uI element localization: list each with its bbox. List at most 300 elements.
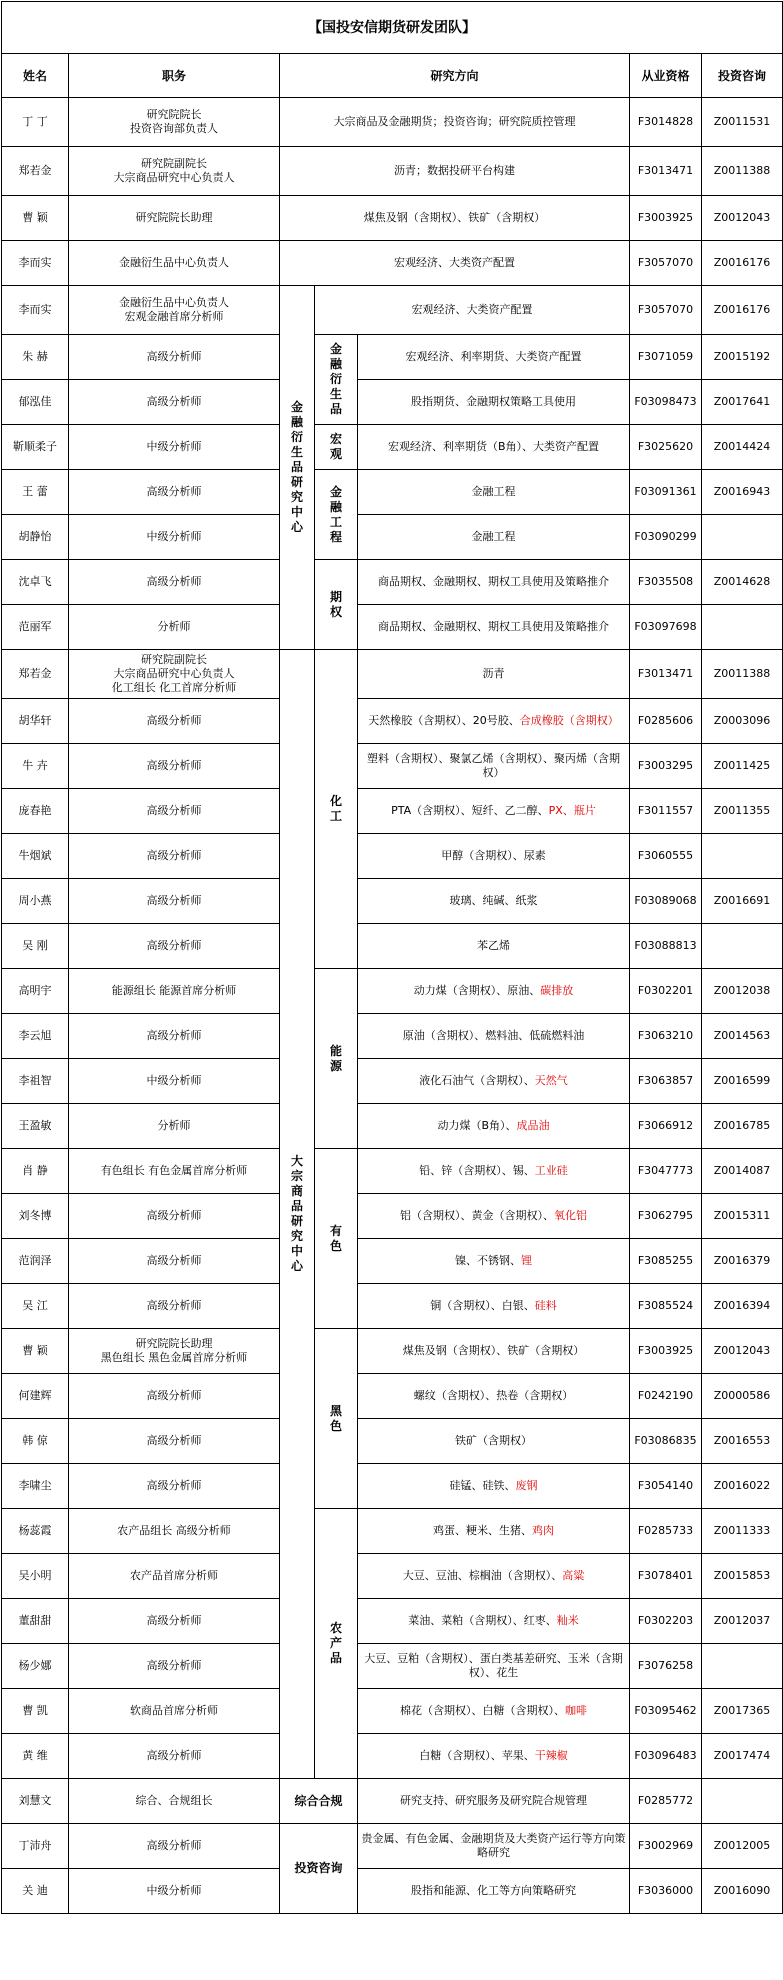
cell-investment: Z0016176: [702, 286, 783, 335]
cell-direction: [358, 1104, 630, 1149]
direction-text: 天然橡胶（含期权）、20号胶、: [368, 714, 520, 727]
cell-direction: [358, 605, 630, 650]
cell-direction: [280, 147, 630, 196]
cell-name: 何建辉: [2, 1374, 69, 1419]
cell-direction: [358, 699, 630, 744]
cell-investment: Z0016394: [702, 1284, 783, 1329]
cell-title: 中级分析师: [69, 1869, 280, 1914]
cell-name: 郑若金: [2, 650, 69, 699]
table-row: [2, 1239, 783, 1284]
subgroup-nongchanpin: 农 产 品: [315, 1509, 358, 1779]
cell-title: 高级分析师: [69, 1644, 280, 1689]
cell-title: 高级分析师: [69, 1194, 280, 1239]
cell-investment: Z0016022: [702, 1464, 783, 1509]
direction-text: 螺纹（含期权）、热卷（含期权）: [413, 1389, 574, 1402]
direction-new: 废钢: [515, 1479, 538, 1492]
cell-qualification: F03086835: [630, 1419, 702, 1464]
cell-name: 关 迪: [2, 1869, 69, 1914]
cell-qualification: F03089068: [630, 879, 702, 924]
table-row: [2, 1014, 783, 1059]
cell-investment: Z0011388: [702, 147, 783, 196]
cell-investment: Z0016090: [702, 1869, 783, 1914]
cell-qualification: F3036000: [630, 1869, 702, 1914]
cell-direction: [358, 924, 630, 969]
cell-direction: [358, 335, 630, 380]
direction-text: 动力煤（含期权）、原油、: [413, 984, 541, 997]
cell-qualification: F03091361: [630, 470, 702, 515]
cell-name: 范丽军: [2, 605, 69, 650]
table-row: [2, 380, 783, 425]
cell-investment: Z0016176: [702, 241, 783, 286]
cell-investment: Z0011531: [702, 98, 783, 147]
direction-text: 商品期权、金融期权、期权工具使用及策略推介: [378, 575, 609, 588]
direction-text: 铜（含期权）、白银、: [430, 1299, 535, 1312]
cell-direction: [358, 1374, 630, 1419]
cell-investment: Z0015192: [702, 335, 783, 380]
cell-title: 高级分析师: [69, 1599, 280, 1644]
cell-title: 高级分析师: [69, 834, 280, 879]
cell-direction: [358, 1779, 630, 1824]
cell-direction: [280, 98, 630, 147]
cell-investment: Z0016599: [702, 1059, 783, 1104]
cell-title: 中级分析师: [69, 1059, 280, 1104]
direction-text: 铅、锌（含期权）、锡、: [419, 1164, 535, 1177]
cell-title: 能源组长 能源首席分析师: [69, 969, 280, 1014]
table-row: [2, 286, 783, 335]
cell-name: 曹 凯: [2, 1689, 69, 1734]
table-row: [2, 1824, 783, 1869]
subgroup-jrgc: 金 融 工 程: [315, 470, 358, 560]
cell-name: 杨少娜: [2, 1644, 69, 1689]
cell-name: 李而实: [2, 286, 69, 335]
direction-new: 天然气: [534, 1074, 568, 1087]
direction-text: 鸡蛋、粳米、生猪、: [433, 1524, 532, 1537]
cell-title: 高级分析师: [69, 924, 280, 969]
direction-text: 金融工程: [471, 530, 516, 543]
table-row: [2, 744, 783, 789]
direction-text: 棉花（含期权）、白糖（含期权）、: [400, 1704, 565, 1717]
cell-investment: Z0011355: [702, 789, 783, 834]
table-row: [2, 879, 783, 924]
direction-new: 高粱: [562, 1569, 585, 1582]
group-commodity-center: 大 宗 商 品 研 究 中 心: [280, 650, 315, 1779]
cell-name: 郑若金: [2, 147, 69, 196]
cell-title: 高级分析师: [69, 1464, 280, 1509]
cell-investment: Z0011425: [702, 744, 783, 789]
cell-qualification: F0285772: [630, 1779, 702, 1824]
cell-direction: [358, 1419, 630, 1464]
table-row: [2, 1374, 783, 1419]
cell-qualification: F3054140: [630, 1464, 702, 1509]
table-title: 【国投安信期货研发团队】: [2, 2, 783, 54]
direction-text: 沥青；数据投研平台构建: [394, 164, 515, 177]
cell-name: 李云旭: [2, 1014, 69, 1059]
cell-investment: Z0017365: [702, 1689, 783, 1734]
cell-title: 中级分析师: [69, 515, 280, 560]
cell-investment: Z0000586: [702, 1374, 783, 1419]
direction-new: 锂: [521, 1254, 532, 1267]
direction-new: PX、瓶片: [548, 804, 596, 817]
cell-qualification: F3003925: [630, 1329, 702, 1374]
cell-direction: [358, 1599, 630, 1644]
direction-text: 煤焦及钢（含期权）、铁矿（含期权）: [363, 211, 546, 224]
cell-qualification: F03097698: [630, 605, 702, 650]
cell-direction: [358, 1014, 630, 1059]
table-row: [2, 98, 783, 147]
cell-title: 高级分析师: [69, 699, 280, 744]
cell-title: 高级分析师: [69, 560, 280, 605]
cell-direction: [358, 425, 630, 470]
cell-qualification: F3076258: [630, 1644, 702, 1689]
subgroup-nengyuan: 能 源: [315, 969, 358, 1149]
cell-direction: [358, 1464, 630, 1509]
direction-text: 宏观经济、大类资产配置: [394, 256, 515, 269]
cell-title: 综合、合规组长: [69, 1779, 280, 1824]
cell-direction: [358, 650, 630, 699]
direction-text: 贵金属、有色金属、金融期货及大类资产运行等方向策略研究: [361, 1832, 626, 1859]
cell-title: 研究院副院长 大宗商品研究中心负责人: [69, 147, 280, 196]
table-row: [2, 789, 783, 834]
table-row: [2, 1284, 783, 1329]
direction-text: 镍、不锈钢、: [455, 1254, 521, 1267]
cell-title: 金融衍生品中心负责人 宏观金融首席分析师: [69, 286, 280, 335]
cell-name: 高明宇: [2, 969, 69, 1014]
cell-qualification: F3078401: [630, 1554, 702, 1599]
table-row: [2, 1329, 783, 1374]
table-row: [2, 1644, 783, 1689]
cell-qualification: F0285606: [630, 699, 702, 744]
table-row: [2, 515, 783, 560]
direction-text: 硅锰、硅铁、: [449, 1479, 516, 1492]
cell-direction: [358, 1509, 630, 1554]
cell-title: 高级分析师: [69, 1239, 280, 1284]
cell-name: 王盈敏: [2, 1104, 69, 1149]
cell-direction: [358, 1689, 630, 1734]
cell-title: 高级分析师: [69, 1374, 280, 1419]
cell-qualification: F3085255: [630, 1239, 702, 1284]
direction-new: 氧化铝: [554, 1209, 587, 1222]
direction-text: 大宗商品及金融期货；投资咨询；研究院质控管理: [333, 115, 576, 128]
table-row: [2, 834, 783, 879]
direction-new: 干辣椒: [534, 1749, 568, 1762]
cell-title: 中级分析师: [69, 425, 280, 470]
subgroup-heise: 黑 色: [315, 1329, 358, 1509]
cell-name: 曹 颖: [2, 196, 69, 241]
cell-investment: Z0014424: [702, 425, 783, 470]
table-row: [2, 1194, 783, 1239]
group-finance-center: 金 融 衍 生 品 研 究 中 心: [280, 286, 315, 650]
cell-investment: Z0012038: [702, 969, 783, 1014]
cell-qualification: F3013471: [630, 650, 702, 699]
cell-investment: Z0011333: [702, 1509, 783, 1554]
direction-new: 碳排放: [540, 984, 574, 997]
cell-name: 吴 江: [2, 1284, 69, 1329]
direction-text: 甲醇（含期权）、尿素: [441, 849, 546, 862]
cell-direction: [358, 1194, 630, 1239]
group-touzi: 投资咨询: [280, 1824, 358, 1914]
cell-title: 高级分析师: [69, 470, 280, 515]
header-title: 职务: [69, 54, 280, 98]
cell-direction: [358, 879, 630, 924]
cell-investment: Z0012037: [702, 1599, 783, 1644]
cell-qualification: F0302203: [630, 1599, 702, 1644]
cell-title: 高级分析师: [69, 744, 280, 789]
cell-investment: [702, 834, 783, 879]
table-row: [2, 1779, 783, 1824]
cell-investment: [702, 924, 783, 969]
cell-direction: [358, 380, 630, 425]
cell-investment: Z0016943: [702, 470, 783, 515]
cell-name: 朱 赫: [2, 335, 69, 380]
cell-title: 高级分析师: [69, 380, 280, 425]
subgroup-jrysp: 金 融 衍 生 品: [315, 335, 358, 425]
cell-investment: [702, 515, 783, 560]
table-row: [2, 1734, 783, 1779]
cell-direction: [358, 969, 630, 1014]
table-row: [2, 1149, 783, 1194]
cell-title: 研究院院长助理 黑色组长 黑色金属首席分析师: [69, 1329, 280, 1374]
cell-qualification: F3025620: [630, 425, 702, 470]
cell-qualification: F3063857: [630, 1059, 702, 1104]
cell-name: 王 蕾: [2, 470, 69, 515]
cell-name: 牛烟斌: [2, 834, 69, 879]
cell-investment: Z0014563: [702, 1014, 783, 1059]
table-row: [2, 1869, 783, 1914]
table-row: [2, 560, 783, 605]
cell-name: 李祖智: [2, 1059, 69, 1104]
direction-text: 大豆、豆油、棕榈油（含期权）、: [402, 1569, 563, 1582]
table-row: [2, 699, 783, 744]
header-name: 姓名: [2, 54, 69, 98]
direction-text: 大豆、豆粕（含期权）、蛋白类基差研究、玉米（含期权）、花生: [364, 1652, 623, 1679]
cell-name: 沈卓飞: [2, 560, 69, 605]
table-row: [2, 470, 783, 515]
cell-direction: [358, 1734, 630, 1779]
cell-name: 李啸尘: [2, 1464, 69, 1509]
cell-name: 杨蕊霞: [2, 1509, 69, 1554]
cell-title: 分析师: [69, 1104, 280, 1149]
cell-investment: Z0016785: [702, 1104, 783, 1149]
cell-qualification: F03096483: [630, 1734, 702, 1779]
team-table: [1, 1, 783, 1914]
direction-text: 铁矿（含期权）: [455, 1434, 532, 1447]
cell-qualification: F0285733: [630, 1509, 702, 1554]
cell-qualification: F3062795: [630, 1194, 702, 1239]
table-row: [2, 1464, 783, 1509]
cell-direction: [358, 1239, 630, 1284]
direction-text: 研究支持、研究服务及研究院合规管理: [400, 1794, 587, 1807]
group-zhonghe: 综合合规: [280, 1779, 358, 1824]
cell-investment: Z0014628: [702, 560, 783, 605]
cell-name: 吴 刚: [2, 924, 69, 969]
cell-investment: [702, 605, 783, 650]
cell-name: 吴小明: [2, 1554, 69, 1599]
cell-investment: [702, 1779, 783, 1824]
cell-name: 刘冬博: [2, 1194, 69, 1239]
cell-direction: [358, 1149, 630, 1194]
direction-text: 玻璃、纯碱、纸浆: [449, 894, 538, 907]
cell-qualification: F3035508: [630, 560, 702, 605]
header-row: [2, 54, 783, 98]
cell-name: 刘慧文: [2, 1779, 69, 1824]
cell-title: 高级分析师: [69, 1419, 280, 1464]
table-row: [2, 1059, 783, 1104]
direction-text: 煤焦及钢（含期权）、铁矿（含期权）: [402, 1344, 585, 1357]
cell-title: 高级分析师: [69, 1014, 280, 1059]
cell-investment: Z0012043: [702, 196, 783, 241]
header-qualification: 从业资格: [630, 54, 702, 98]
cell-direction: [358, 1644, 630, 1689]
cell-qualification: F3003925: [630, 196, 702, 241]
cell-name: 黄 维: [2, 1734, 69, 1779]
table-row: [2, 196, 783, 241]
direction-text: 动力煤（B角）、: [437, 1119, 517, 1132]
cell-qualification: F03090299: [630, 515, 702, 560]
cell-title: 金融衍生品中心负责人: [69, 241, 280, 286]
cell-investment: Z0012005: [702, 1824, 783, 1869]
cell-direction: [358, 1554, 630, 1599]
header-investment: 投资咨询: [702, 54, 783, 98]
cell-qualification: F3002969: [630, 1824, 702, 1869]
cell-investment: [702, 1644, 783, 1689]
direction-text: 铝（含期权）、黄金（含期权）、: [400, 1209, 554, 1222]
cell-direction: [280, 196, 630, 241]
cell-direction: [358, 515, 630, 560]
cell-title: 高级分析师: [69, 1734, 280, 1779]
cell-direction: [358, 789, 630, 834]
header-direction: 研究方向: [280, 54, 630, 98]
cell-title: 研究院院长 投资咨询部负责人: [69, 98, 280, 147]
table-row: [2, 924, 783, 969]
cell-name: 丁 丁: [2, 98, 69, 147]
direction-text: 沥青: [482, 667, 505, 680]
cell-title: 高级分析师: [69, 1824, 280, 1869]
subgroup-hongguan: 宏 观: [315, 425, 358, 470]
direction-new: 合成橡胶（含期权）: [519, 714, 619, 727]
cell-name: 丁沛舟: [2, 1824, 69, 1869]
cell-qualification: F03095462: [630, 1689, 702, 1734]
cell-investment: Z0015853: [702, 1554, 783, 1599]
table-row: [2, 969, 783, 1014]
cell-name: 胡华轩: [2, 699, 69, 744]
direction-text: 苯乙烯: [477, 939, 510, 952]
cell-title: 高级分析师: [69, 789, 280, 834]
direction-new: 咖啡: [565, 1704, 587, 1717]
cell-direction: [358, 470, 630, 515]
table-row: [2, 650, 783, 699]
cell-investment: Z0017474: [702, 1734, 783, 1779]
table-row: [2, 147, 783, 196]
cell-direction: [358, 1824, 630, 1869]
cell-qualification: F3057070: [630, 241, 702, 286]
direction-new: 工业硅: [534, 1164, 568, 1177]
direction-new: 硅料: [534, 1299, 557, 1312]
subgroup-youse: 有 色: [315, 1149, 358, 1329]
cell-name: 范润泽: [2, 1239, 69, 1284]
direction-text: 宏观经济、利率期货（B角）、大类资产配置: [387, 440, 600, 453]
cell-title: 高级分析师: [69, 335, 280, 380]
cell-qualification: F3063210: [630, 1014, 702, 1059]
cell-name: 靳顺柔子: [2, 425, 69, 470]
cell-direction: [358, 560, 630, 605]
table-row: [2, 1419, 783, 1464]
cell-direction: [358, 1284, 630, 1329]
table-row: [2, 425, 783, 470]
cell-direction: [358, 1329, 630, 1374]
cell-qualification: F3013471: [630, 147, 702, 196]
direction-text: 金融工程: [471, 485, 516, 498]
table-row: [2, 1104, 783, 1149]
cell-qualification: F03098473: [630, 380, 702, 425]
cell-investment: Z0003096: [702, 699, 783, 744]
table-row: [2, 605, 783, 650]
direction-text: 原油（含期权）、燃料油、低硫燃料油: [402, 1029, 585, 1042]
direction-text: 股指和能源、化工等方向策略研究: [411, 1884, 576, 1897]
direction-new: 籼米: [556, 1614, 579, 1627]
subgroup-qiquan: 期 权: [315, 560, 358, 650]
cell-title: 研究院院长助理: [69, 196, 280, 241]
table-row: [2, 1689, 783, 1734]
cell-name: 董甜甜: [2, 1599, 69, 1644]
cell-qualification: F3057070: [630, 286, 702, 335]
cell-qualification: F3011557: [630, 789, 702, 834]
cell-title: 农产品首席分析师: [69, 1554, 280, 1599]
cell-direction: [358, 834, 630, 879]
cell-name: 李而实: [2, 241, 69, 286]
cell-name: 郁泓佳: [2, 380, 69, 425]
cell-title: 有色组长 有色金属首席分析师: [69, 1149, 280, 1194]
direction-text: 商品期权、金融期权、期权工具使用及策略推介: [378, 620, 609, 633]
cell-investment: Z0016691: [702, 879, 783, 924]
cell-qualification: F3014828: [630, 98, 702, 147]
table-row: [2, 1509, 783, 1554]
direction-text: 宏观经济、利率期货、大类资产配置: [405, 350, 582, 363]
cell-name: 肖 静: [2, 1149, 69, 1194]
cell-qualification: F3060555: [630, 834, 702, 879]
cell-qualification: F03088813: [630, 924, 702, 969]
table-row: [2, 1599, 783, 1644]
table-row: [2, 335, 783, 380]
cell-title: 高级分析师: [69, 879, 280, 924]
cell-name: 庞春艳: [2, 789, 69, 834]
cell-direction: [358, 1059, 630, 1104]
cell-title: 研究院副院长 大宗商品研究中心负责人 化工组长 化工首席分析师: [69, 650, 280, 699]
cell-direction: [315, 286, 630, 335]
cell-title: 农产品组长 高级分析师: [69, 1509, 280, 1554]
cell-title: 分析师: [69, 605, 280, 650]
cell-name: 胡静怡: [2, 515, 69, 560]
cell-qualification: F3071059: [630, 335, 702, 380]
cell-title: 软商品首席分析师: [69, 1689, 280, 1734]
cell-name: 牛 卉: [2, 744, 69, 789]
cell-investment: Z0015311: [702, 1194, 783, 1239]
direction-new: 鸡肉: [532, 1524, 554, 1537]
direction-text: 股指期货、金融期权策略工具使用: [411, 395, 576, 408]
cell-name: 韩 倞: [2, 1419, 69, 1464]
direction-text: 菜油、菜粕（含期权）、红枣、: [408, 1614, 557, 1627]
direction-text: 白糖（含期权）、苹果、: [419, 1749, 535, 1762]
cell-investment: Z0016379: [702, 1239, 783, 1284]
cell-name: 周小燕: [2, 879, 69, 924]
table-row: [2, 1554, 783, 1599]
cell-title: 高级分析师: [69, 1284, 280, 1329]
direction-text: 液化石油气（含期权）、: [419, 1074, 535, 1087]
table-row: [2, 241, 783, 286]
cell-investment: Z0014087: [702, 1149, 783, 1194]
cell-qualification: F3047773: [630, 1149, 702, 1194]
subgroup-huagong: 化 工: [315, 650, 358, 969]
direction-text: PTA（含期权）、短纤、乙二醇、: [391, 804, 549, 817]
